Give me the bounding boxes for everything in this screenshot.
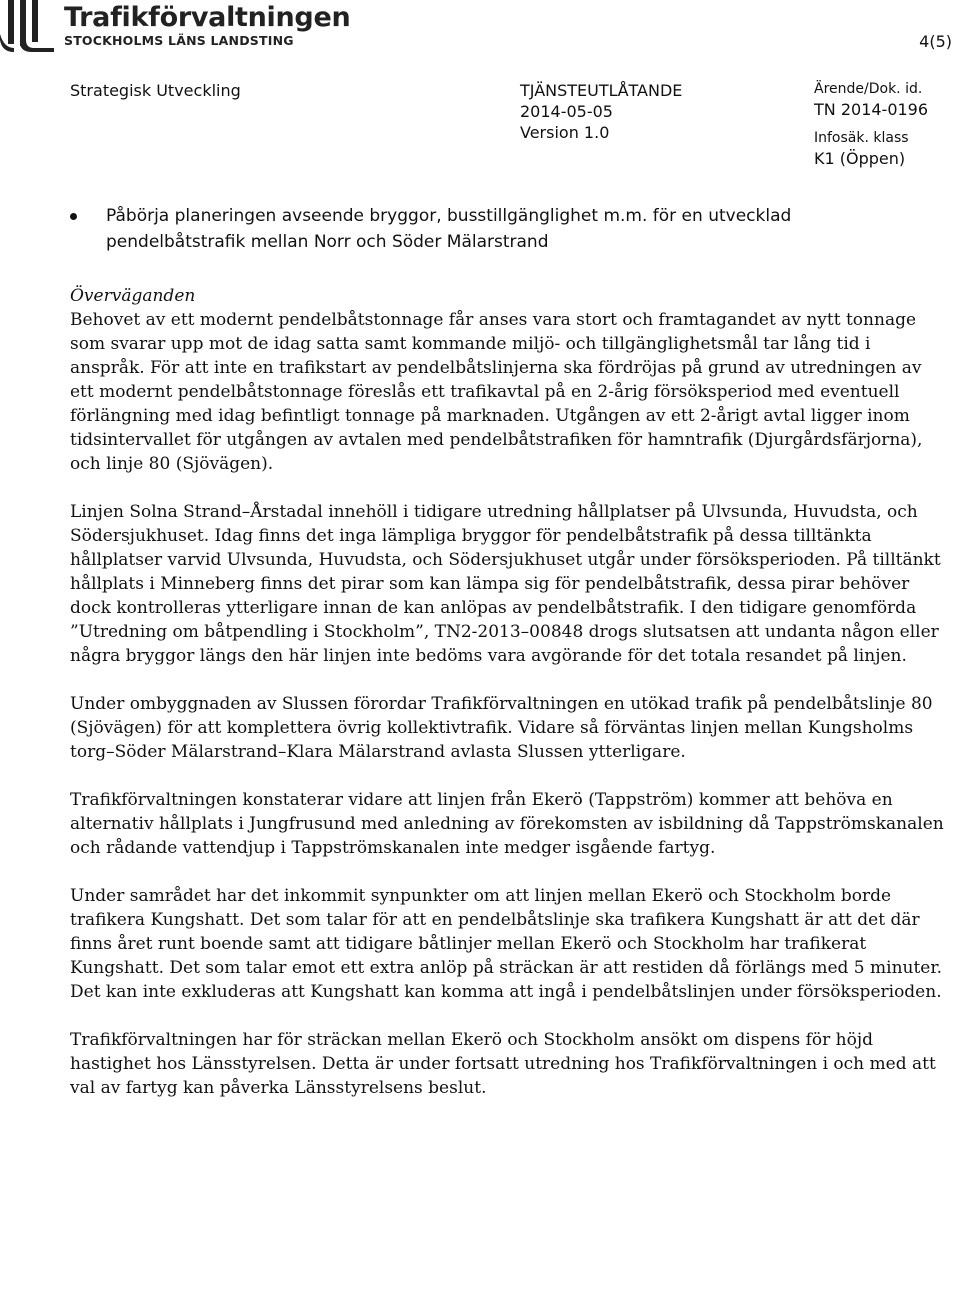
bullet-item [70,203,930,255]
bullet-dot [70,213,77,220]
document-body [70,284,950,1124]
paragraph-3: Under ombyggnaden av Slussen förordar Trafikförvaltningen en utökad trafik på pendelbåtslinje 80 (Sjövägen) för att komplettera övrig kollektivtrafik. Vidare så förväntas linjen mellan Kungsholms torg–Söder Mälarstrand–Klara Mälarstrand avlasta Slussen ytterligare. [70,694,933,762]
logo [0,0,350,52]
id-label: Ärende/Dok. id. [814,81,923,97]
logo-subtitle: STOCKHOLMS LÄNS LANDSTING [64,33,294,48]
doc-type: TJÄNSTEUTLÅTANDE [520,81,683,100]
paragraph-1: Behovet av ett modernt pendelbåtstonnage får anses vara stort och framtagandet av nytt tonnage som svarar upp mot de idag satta samt kommande miljö- och tillgänglighetsmål tar lång tid i anspråk. För att inte en trafikstart av pendelbåtslinjerna ska fördröjas på grund av utredningen av ett modernt pendelbåtstonnage föreslås ett trafikavtal på en 2-årig försöksperiod med eventuell förlängning med idag befintligt tonnage på marknaden. Utgången av ett 2-årigt avtal ligger inom tidsintervallet för utgången av avtalen med pendelbåtstrafiken för hamntrafik (Djurgårdsfärjorna), och linje 80 (Sjövägen). [70,310,923,474]
id-value: TN 2014-0196 [814,100,929,119]
sl-logo-icon [0,0,58,52]
paragraph-5: Under samrådet har det inkommit synpunkter om att linjen mellan Ekerö och Stockholm borde trafikera Kungshatt. Det som talar för att en pendelbåtslinje ska trafikera Kungshatt är att det där finns året runt boende samt att tidigare båtlinjer mellan Ekerö och Stockholm har trafikerat Kungshatt. Det som talar emot ett extra anlöp på sträckan är att restiden då förlängs med 5 minuter. Det kan inte exkluderas att Kungshatt kan komma att ingå i pendelbåtslinjen under försöksperioden. [70,886,943,1002]
doc-date: 2014-05-05 [520,102,613,121]
paragraph-2: Linjen Solna Strand–Årstadal innehöll i tidigare utredning hållplatser på Ulvsunda, Huvudsta, och Södersjukhuset. Idag finns det inga lämpliga bryggor för pendelbåtstrafik på dessa tilltänkta hållplatser varvid Ulvsunda, Huvudsta, och Södersjukhuset utgår under försöksperioden. På tilltänkt hållplats i Minneberg finns det pirar som kan lämpa sig för pendelbåtstrafik, dessa pirar behöver dock kontrolleras ytterligare innan de kan anlöpas av pendelbåtstrafik. I den tidigare genomförda ”Utredning om båtpendling i Stockholm”, TN2-2013–00848 drogs slutsatsen att undanta någon eller några bryggor längs den här linjen inte bedöms vara avgörande för det totala resandet på linjen. [70,502,941,666]
page-number: 4(5) [919,32,952,51]
header-document-info [520,80,682,143]
doc-version: Version 1.0 [520,123,610,142]
header-id-info [814,80,928,169]
logo-name: Trafikförvaltningen [64,2,351,33]
header-department: Strategisk Utveckling [70,81,241,100]
section-heading: Överväganden [70,286,196,306]
paragraph-4: Trafikförvaltningen konstaterar vidare att linjen från Ekerö (Tappström) kommer att behöva en alternativ hållplats i Jungfrusund med anledning av förekomsten av isbildning då Tappströmskanalen och rådande vattendjup i Tappströmskanalen inte medger isgående fartyg. [70,790,944,858]
paragraph-6: Trafikförvaltningen har för sträckan mellan Ekerö och Stockholm ansökt om dispens för höjd hastighet hos Länsstyrelsen. Detta är under fortsatt utredning hos Trafikförvaltningen i och med att val av fartyg kan påverka Länsstyrelsens beslut. [70,1030,936,1098]
class-label: Infosäk. klass [814,130,909,146]
bullet-text: Påbörja planeringen avseende bryggor, busstillgänglighet m.m. för en utvecklad pendelbåtstrafik mellan Norr och Söder Mälarstrand [106,206,792,252]
class-value: K1 (Öppen) [814,149,906,168]
